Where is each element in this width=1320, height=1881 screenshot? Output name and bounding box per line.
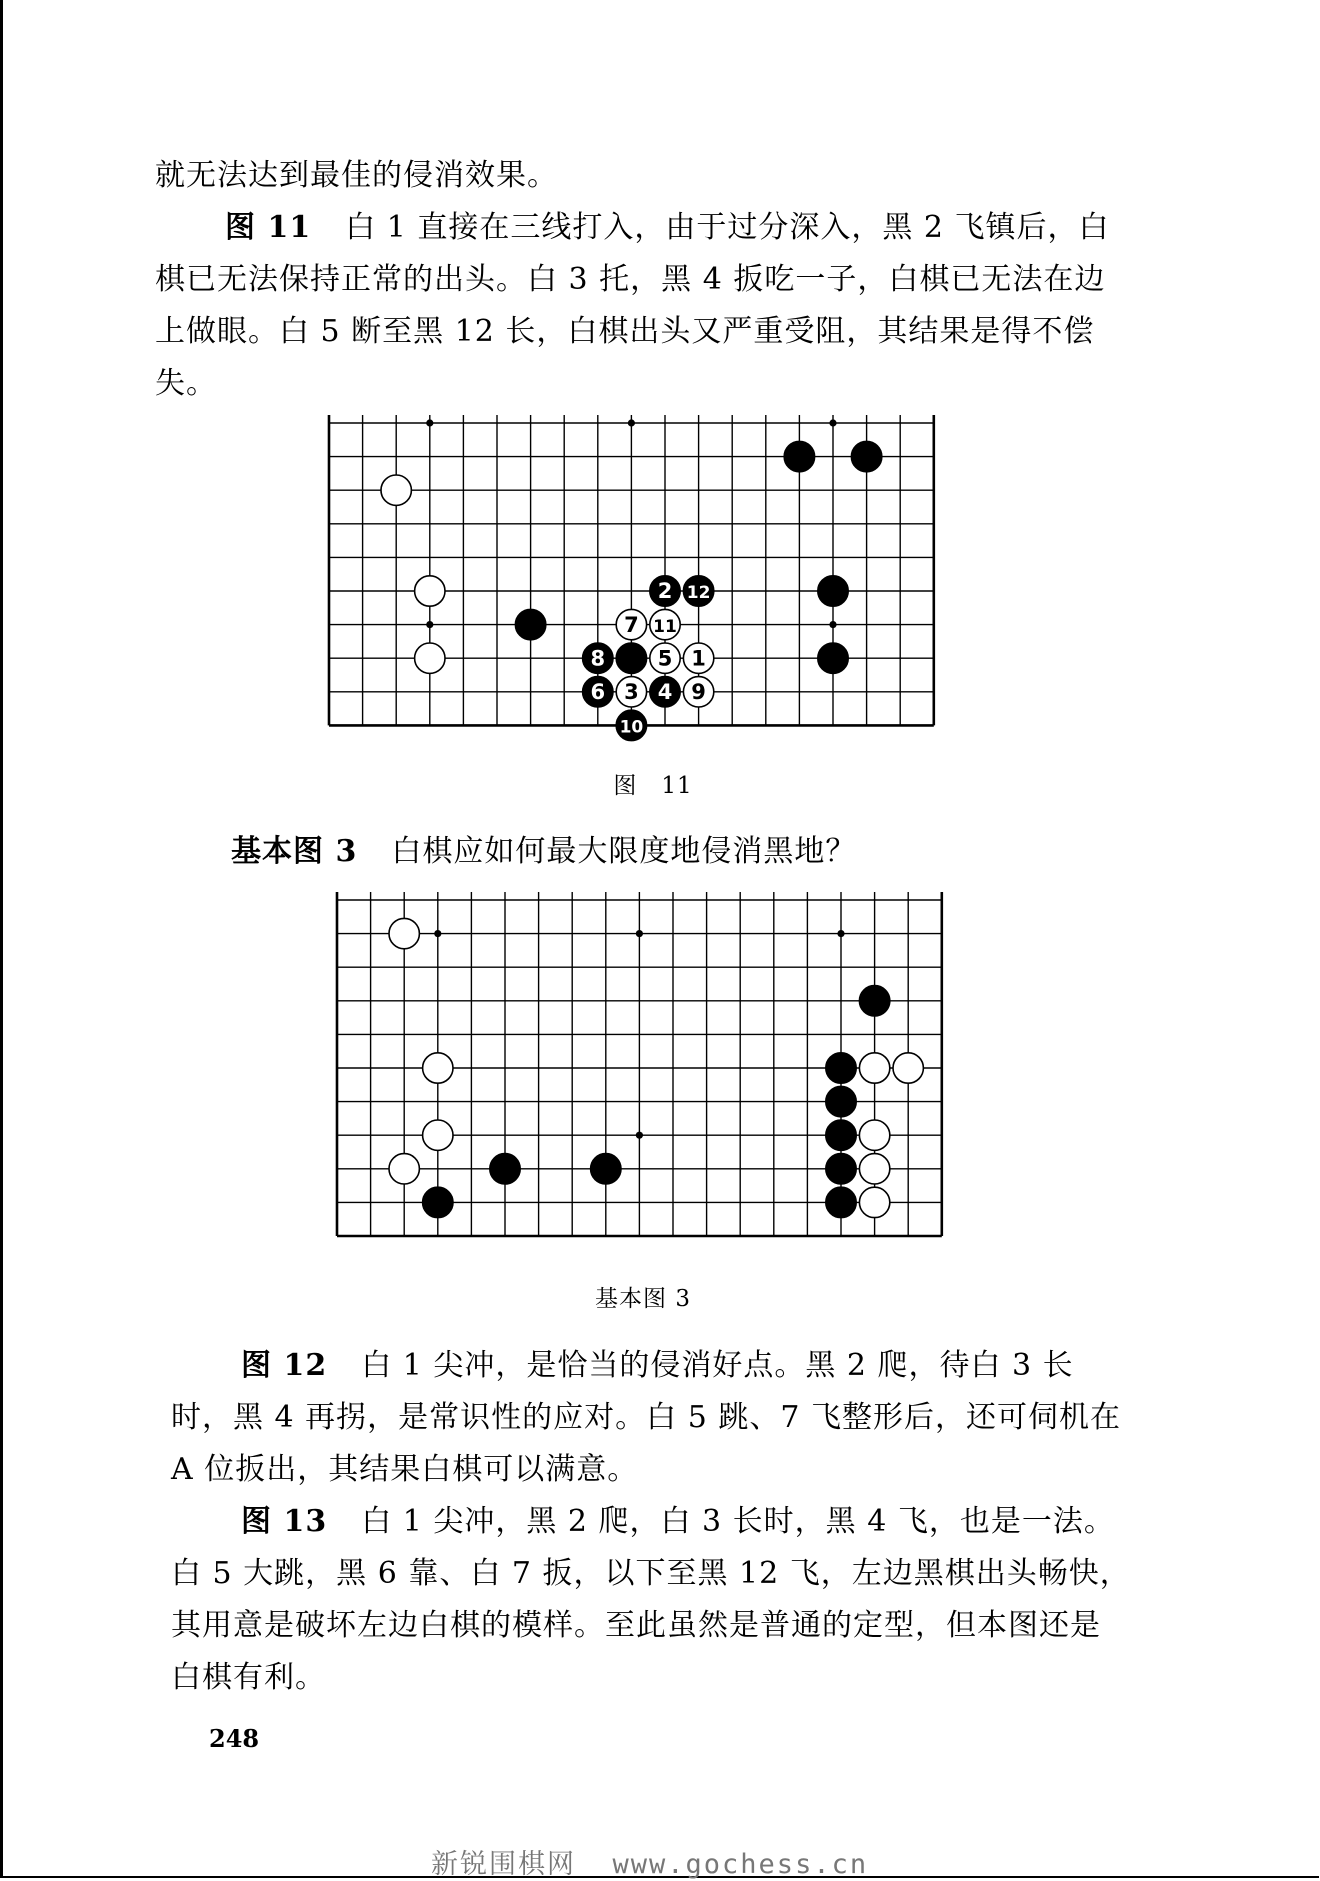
white-stone [389, 1154, 419, 1184]
figure-11-caption: 图 11 [613, 773, 693, 799]
figure-11-text: 白 1 直接在三线打入，由于过分深入，黑 2 飞镇后，白棋已无法保持正常的出头。白 3 托，黑 4 扳吃一子，白棋已无法在边上做眼。白 5 断至黑 12 长，白棋出头又严重受阻，其结果是得不偿失。 [155, 210, 1110, 401]
white-stone [859, 1120, 889, 1150]
white-stone [859, 1154, 889, 1184]
stone-number-label: 10 [619, 717, 644, 738]
white-stone [415, 643, 445, 673]
white-stone-11 [650, 609, 680, 639]
stone-number-label: 11 [653, 616, 677, 637]
base-diagram-3-label: 基本图 3 [231, 834, 358, 869]
star-point [837, 930, 844, 937]
black-stone-12 [683, 576, 713, 606]
stone-number-label: 6 [590, 680, 606, 704]
star-point [829, 621, 836, 628]
stone-number-label: 8 [590, 646, 606, 671]
paragraph-figure-12 [171, 1340, 1131, 1496]
base-diagram-3-caption: 基本图 3 [595, 1286, 691, 1312]
go-board-base-diagram-3 [329, 892, 947, 1260]
stone-number-label: 9 [691, 680, 706, 704]
stone-number-label: 2 [657, 579, 673, 604]
white-stone-5 [650, 643, 680, 673]
figure-12-label: 图 12 [241, 1348, 328, 1383]
page-number: 248 [209, 1724, 260, 1753]
paragraph-continued: 就无法达到最佳的侵消效果。 [155, 158, 558, 193]
white-stone [859, 1187, 889, 1217]
star-point [434, 930, 441, 937]
black-stone-4 [650, 677, 680, 707]
white-stone [389, 918, 419, 948]
black-stone [851, 441, 881, 471]
stone-number-label: 5 [657, 646, 673, 671]
black-stone [826, 1154, 856, 1184]
black-stone-8 [583, 643, 613, 673]
black-stone [859, 986, 889, 1016]
question-base-diagram-3 [231, 826, 1131, 878]
figure-11-label: 图 11 [225, 210, 312, 245]
black-stone [423, 1187, 453, 1217]
paragraph-figure-11 [155, 202, 1115, 410]
stone-number-label: 4 [657, 680, 673, 704]
white-stone [893, 1053, 923, 1083]
white-stone [859, 1053, 889, 1083]
star-point [426, 621, 433, 628]
black-stone [616, 643, 646, 673]
white-stone-7 [616, 609, 646, 639]
white-stone-1 [683, 643, 713, 673]
black-stone [784, 441, 814, 471]
black-stone [818, 643, 848, 673]
figure-12-text: 白 1 尖冲，是恰当的侵消好点。黑 2 爬，待白 3 长时，黑 4 再拐，是常识性的应对。白 5 跳、7 飞整形后，还可伺机在 A 位扳出，其结果白棋可以满意。 [171, 1348, 1132, 1487]
star-point [829, 419, 836, 426]
black-stone [818, 576, 848, 606]
white-stone [423, 1120, 453, 1150]
stone-number-label: 1 [691, 646, 706, 671]
black-stone [826, 1120, 856, 1150]
site-watermark: 新锐围棋网 www.gochess.cn [431, 1849, 869, 1880]
star-point [426, 419, 433, 426]
black-stone [591, 1154, 621, 1184]
white-stone [381, 475, 411, 505]
black-stone-2 [650, 576, 680, 606]
black-stone-6 [583, 677, 613, 707]
figure-13-text: 白 1 尖冲，黑 2 爬，白 3 长时，黑 4 飞，也是一法。白 5 大跳，黑 6 靠、白 7 扳，以下至黑 12 飞，左边黑棋出头畅快，其用意是破坏左边白棋的模样。至此虽然是普通的定型，但本图还是白棋有利。 [171, 1504, 1131, 1695]
go-board-figure-11 [321, 415, 937, 755]
stone-number-label: 12 [686, 583, 711, 604]
black-stone [826, 1086, 856, 1116]
black-stone [490, 1154, 520, 1184]
paragraph-figure-13 [171, 1496, 1131, 1704]
white-stone [415, 576, 445, 606]
star-point [636, 930, 643, 937]
black-stone [826, 1187, 856, 1217]
white-stone-3 [616, 677, 646, 707]
white-stone-9 [683, 677, 713, 707]
black-stone [826, 1053, 856, 1083]
stone-number-label: 7 [624, 612, 639, 637]
stone-number-label: 3 [624, 680, 639, 704]
black-stone-10 [616, 710, 646, 740]
star-point [636, 1132, 643, 1139]
figure-13-label: 图 13 [241, 1504, 328, 1539]
star-point [628, 419, 635, 426]
black-stone [515, 609, 545, 639]
base-diagram-3-question: 白棋应如何最大限度地侵消黑地？ [391, 834, 857, 869]
white-stone [423, 1053, 453, 1083]
